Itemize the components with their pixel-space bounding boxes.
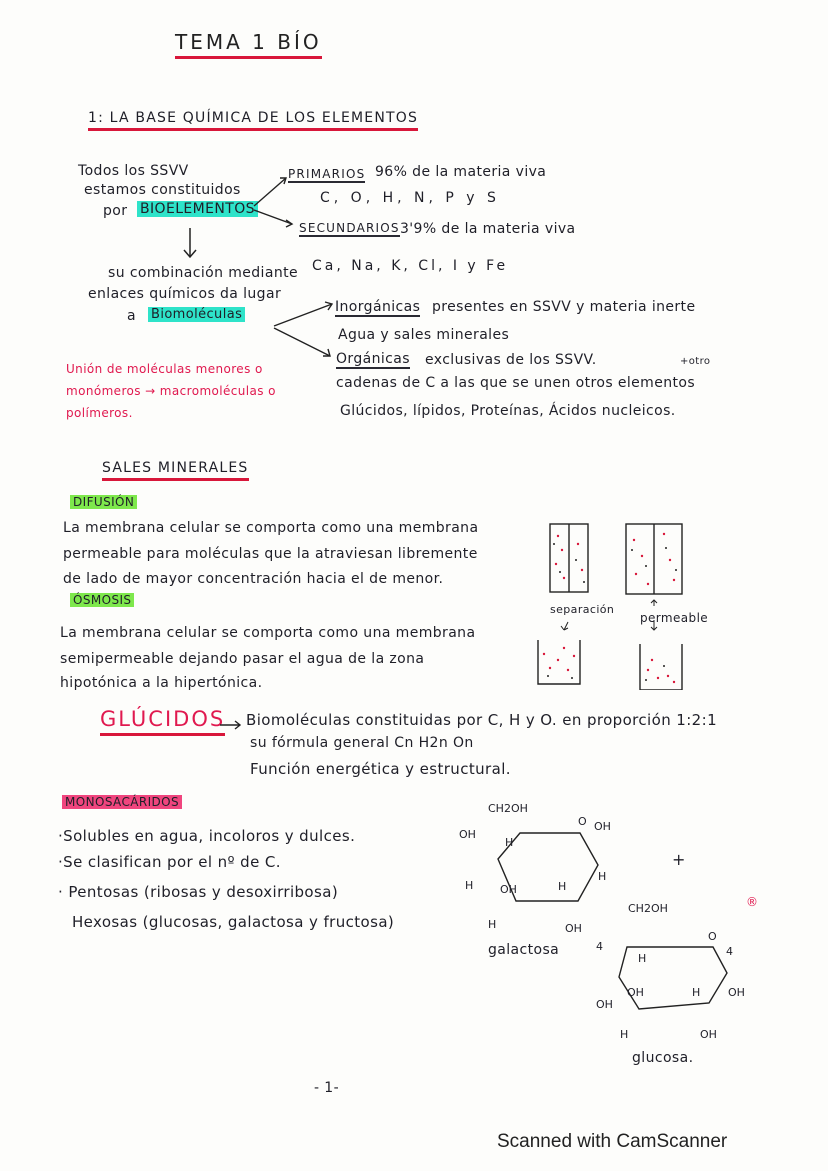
intro-line-1: Todos los SSVV <box>78 163 189 179</box>
difusion-label: DIFUSIÓN <box>70 495 137 509</box>
secundarios-elements: Ca, Na, K, Cl, I y Fe <box>312 258 509 274</box>
mono-bullet-4: Hexosas (glucosas, galactosa y fructosa) <box>72 913 395 931</box>
glucidos-line-2: su fórmula general Cn H2n On <box>250 735 474 751</box>
permeable-label: permeable <box>640 611 709 625</box>
galactosa-atom-h-bottom: H <box>488 918 497 931</box>
combination-line-2: enlaces químicos da lugar <box>88 286 282 302</box>
osmosis-text-3: hipotónica a la hipertónica. <box>60 675 263 691</box>
inorganicas-label: Inorgánicas <box>335 299 421 315</box>
galactosa-atom-oh-left: OH <box>459 828 476 841</box>
page-number: - 1- <box>314 1080 340 1096</box>
glucidos-heading: GLÚCIDOS <box>100 707 225 736</box>
glucosa-label: glucosa. <box>632 1050 694 1066</box>
organicas-note-extra: +otro <box>680 356 711 367</box>
plus-sign: + <box>672 850 686 869</box>
section-heading-base-quimica: 1: LA BASE QUÍMICA DE LOS ELEMENTOS <box>88 110 418 131</box>
side-note-line-3: polímeros. <box>66 406 133 420</box>
intro-line-3: por <box>103 203 128 219</box>
glucosa-atom-h-mid: H <box>692 986 701 999</box>
galactosa-atom-h-left: H <box>465 879 474 892</box>
sales-minerales-heading: SALES MINERALES <box>102 460 249 481</box>
galactosa-atom-o: O <box>578 815 587 828</box>
osmosis-label: ÓSMOSIS <box>70 593 134 607</box>
glucosa-atom-oh-right: OH <box>728 986 745 999</box>
monosacaridos-label: MONOSACÁRIDOS <box>62 795 182 809</box>
separacion-label: separación <box>550 603 615 616</box>
intro-line-2: estamos constituidos <box>84 182 241 198</box>
galactosa-atom-oh-mid: OH <box>500 883 517 896</box>
page-title: TEMA 1 BÍO <box>175 30 322 59</box>
galactosa-atom-h-right: H <box>598 870 607 883</box>
glucidos-arrow <box>218 717 244 731</box>
glucosa-atom-h-inner: H <box>638 952 647 965</box>
difusion-text-1: La membrana celular se comporta como una membrana <box>63 520 479 536</box>
glucosa-atom-4-right: 4 <box>726 945 733 958</box>
glucosa-atom-oh-bottom: OH <box>700 1028 717 1041</box>
glucidos-line-3: Función energética y estructural. <box>250 760 511 778</box>
osmosis-text-2: semipermeable dejando pasar el agua de la zona <box>60 651 425 667</box>
galactosa-atom-top: CH2OH <box>488 802 528 815</box>
inorganicas-examples: Agua y sales minerales <box>338 327 510 343</box>
secundarios-desc: 3'9% de la materia viva <box>400 221 576 237</box>
difusion-text-2: permeable para moléculas que la atraviesan libremente <box>63 546 478 562</box>
organicas-label: Orgánicas <box>336 351 410 367</box>
organicas-desc: exclusivas de los SSVV. <box>425 352 597 368</box>
combination-line-3: a <box>127 308 136 324</box>
primarios-elements: C, O, H, N, P y S <box>320 190 500 206</box>
side-note-line-2: monómeros → macromoléculas o <box>66 384 276 398</box>
galactosa-atom-h-inner: H <box>505 836 514 849</box>
down-arrow <box>180 226 200 260</box>
difusion-text-3: de lado de mayor concentración hacia el de menor. <box>63 571 444 587</box>
inorganicas-desc: presentes en SSVV y materia inerte <box>432 299 696 315</box>
combination-line-1: su combinación mediante <box>108 265 299 281</box>
side-note-line-1: Unión de moléculas menores o <box>66 362 263 376</box>
osmosis-text-1: La membrana celular se comporta como una membrana <box>60 625 476 641</box>
galactosa-atom-h-mid: H <box>558 880 567 893</box>
circle-mark: ® <box>746 895 759 909</box>
galactosa-atom-oh-bottom: OH <box>565 922 582 935</box>
organicas-examples: Glúcidos, lípidos, Proteínas, Ácidos nucleicos. <box>340 403 676 419</box>
glucosa-atom-oh-left: OH <box>596 998 613 1011</box>
bioelementos-highlight: BIOELEMENTOS <box>137 201 258 217</box>
glucidos-line-1: Biomoléculas constituidas por C, H y O. en proporción 1:2:1 <box>246 711 718 729</box>
glucosa-atom-top: CH2OH <box>628 902 668 915</box>
glucosa-atom-o: O <box>708 930 717 943</box>
galactosa-label: galactosa <box>488 942 560 958</box>
primarios-desc: 96% de la materia viva <box>375 164 547 180</box>
organicas-note: cadenas de C a las que se unen otros elementos <box>336 375 696 391</box>
mono-bullet-1: ·Solubles en agua, incoloros y dulces. <box>58 827 356 845</box>
primarios-label: PRIMARIOS <box>288 167 366 181</box>
glucosa-atom-oh-mid: OH <box>627 986 644 999</box>
galactosa-atom-oh-right: OH <box>594 820 611 833</box>
biomoleculas-highlight: Biomoléculas <box>148 307 245 322</box>
biomoleculas-branch-arrows <box>270 292 340 362</box>
mono-bullet-2: ·Se clasifican por el nº de C. <box>58 853 281 871</box>
mono-bullet-3: · Pentosas (ribosas y desoxirribosa) <box>58 883 339 901</box>
glucosa-ring <box>605 925 745 1025</box>
glucosa-atom-4-left: 4 <box>596 940 603 953</box>
glucosa-atom-h-bottom: H <box>620 1028 629 1041</box>
secundarios-label: SECUNDARIOS <box>299 221 400 235</box>
scanner-watermark: Scanned with CamScanner <box>497 1131 728 1152</box>
